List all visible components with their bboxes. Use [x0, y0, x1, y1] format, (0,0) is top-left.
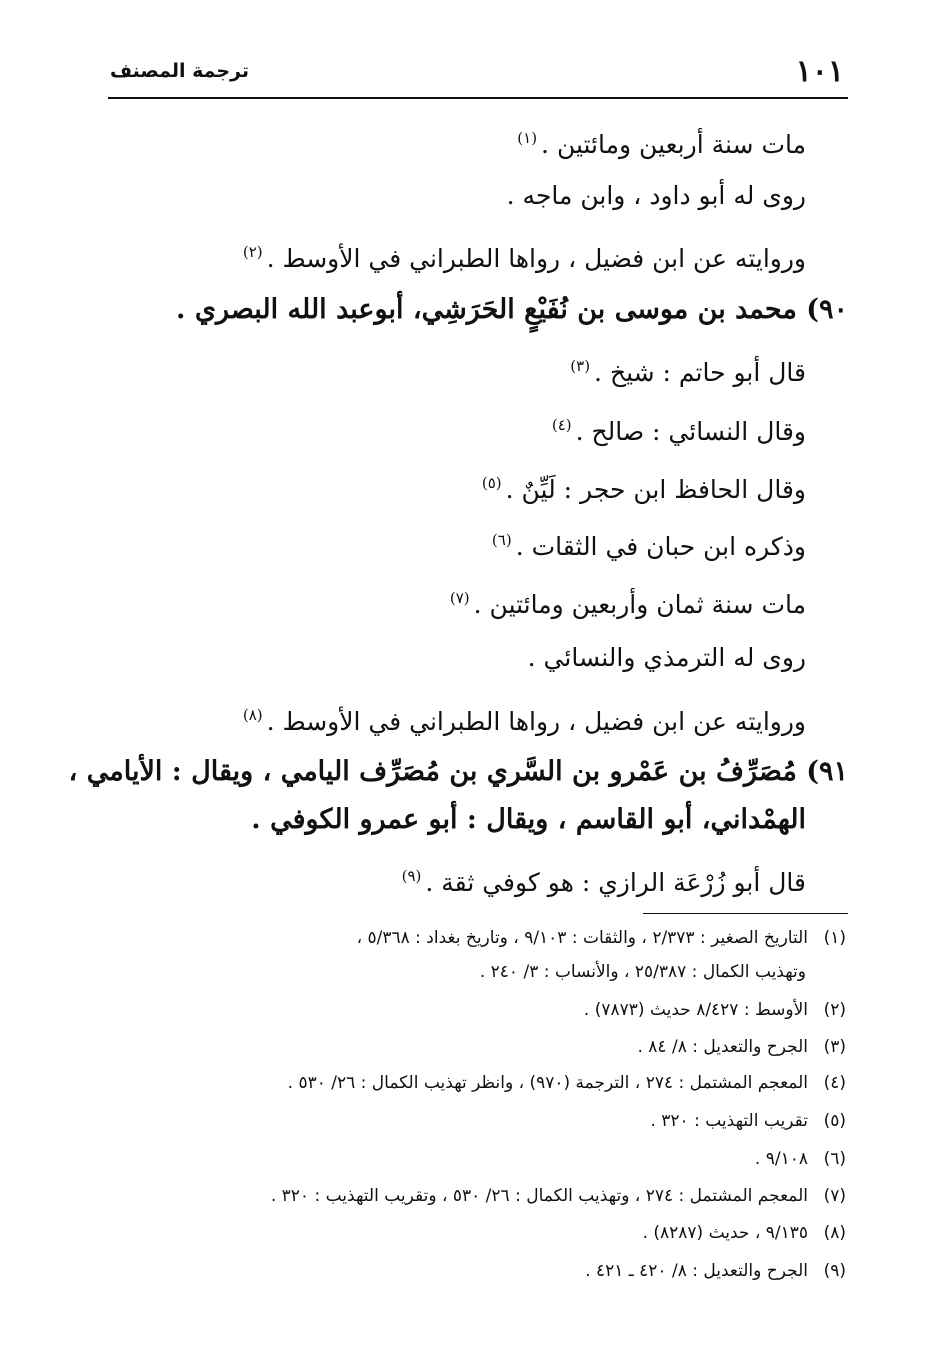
- entry-heading-91-cont: الهمْداني، أبو القاسم ، ويقال : أبو عمرو الكوفي .: [251, 804, 806, 835]
- body-line: قال أبو زُرْعَة الرازي : هو كوفي ثقة .$^{(٩)}$: [401, 867, 806, 897]
- footnote: (٨)٩/١٣٥ ، حديث (٨٢٨٧) .: [642, 1223, 846, 1243]
- footnote: (٧)المعجم المشتمل : ٢٧٤ ، وتهذيب الكمال : ٢٦/ ٥٣٠ ، وتقريب التهذيب : ٣٢٠ .: [270, 1186, 846, 1206]
- footnote-marker: (٦): [491, 531, 512, 549]
- body-line: مات سنة ثمان وأربعين ومائتين .$^{(٧)}$: [449, 589, 806, 619]
- footnote-marker: (٢): [242, 243, 263, 261]
- entry-heading-91: ٩١) مُصَرِّفُ بن عَمْرو بن السَّري بن مُصَرِّف اليامي ، ويقال : الأيامي ،: [68, 756, 848, 787]
- footnote-marker: (٨): [242, 706, 263, 724]
- entry-heading-90: ٩٠) محمد بن موسى بن نُفَيْعٍ الحَرَشِي، أبوعبد الله البصري .: [176, 294, 848, 325]
- footnote-marker: (٩): [401, 867, 422, 885]
- body-line: مات سنة أربعين ومائتين .$^{(١)}$: [517, 129, 806, 159]
- header-rule: [108, 97, 848, 99]
- body-line: وروايته عن ابن فضيل ، رواها الطبراني في الأوسط .$^{(٢)}$: [242, 243, 806, 273]
- body-line: وقال النسائي : صالح .$^{(٤)}$: [551, 416, 806, 446]
- page-header: [108, 48, 848, 98]
- body-line: روى له الترمذي والنسائي .: [527, 643, 806, 672]
- page-number: ١٠١: [795, 54, 844, 89]
- footnote: (٦)٩/١٠٨ .: [754, 1149, 846, 1169]
- footnote-marker: (٥): [481, 474, 502, 492]
- footnote-marker: (١): [517, 129, 538, 147]
- footnote-marker: (٧): [449, 589, 470, 607]
- footnote-rule: [643, 913, 848, 914]
- footnote-continuation: وتهذيب الكمال : ٢٥/٣٨٧ ، والأنساب : ٣/ ٢٤٠ .: [479, 962, 806, 982]
- footnote: (٩)الجرح والتعديل : ٨/ ٤٢٠ ـ ٤٢١ .: [585, 1261, 846, 1281]
- footnote-marker: (٣): [570, 357, 591, 375]
- body-line: وذكره ابن حبان في الثقات .$^{(٦)}$: [491, 531, 806, 561]
- body-line: قال أبو حاتم : شيخ .$^{(٣)}$: [570, 357, 806, 387]
- body-line: وقال الحافظ ابن حجر : لَيِّنٌ .$^{(٥)}$: [481, 474, 806, 504]
- footnote: (٤)المعجم المشتمل : ٢٧٤ ، الترجمة (٩٧٠) ، وانظر تهذيب الكمال : ٢٦/ ٥٣٠ .: [287, 1073, 846, 1093]
- footnote-marker: (٤): [551, 416, 572, 434]
- footnote: (٣)الجرح والتعديل : ٨/ ٨٤ .: [637, 1037, 846, 1057]
- running-title: ترجمة المصنف: [110, 60, 250, 82]
- body-line: روى له أبو داود ، وابن ماجه .: [506, 181, 806, 210]
- footnote: (١)التاريخ الصغير : ٢/٣٧٣ ، والثقات : ٩/١٠٣ ، وتاريخ بغداد : ٥/٣٦٨ ،: [356, 928, 846, 948]
- footnote: (٥)تقريب التهذيب : ٣٢٠ .: [650, 1111, 846, 1131]
- footnote: (٢)الأوسط : ٨/٤٢٧ حديث (٧٨٧٣) .: [583, 1000, 846, 1020]
- body-line: وروايته عن ابن فضيل ، رواها الطبراني في الأوسط .$^{(٨)}$: [242, 706, 806, 736]
